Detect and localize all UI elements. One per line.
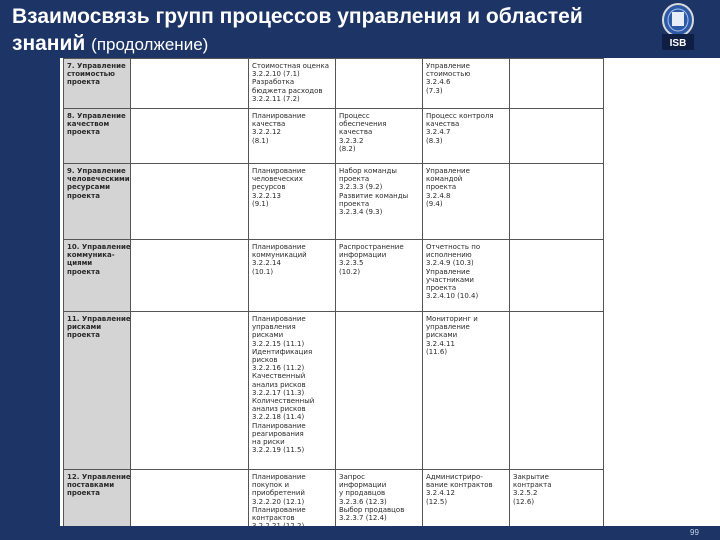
knowledge-area-line: рисками [67, 323, 102, 332]
process-line: (8.2) [339, 144, 356, 153]
process-line: Стоимостная оценка [252, 62, 330, 70]
process-line: (8.1) [252, 136, 269, 145]
knowledge-area-line: 12. Управление [67, 473, 131, 481]
process-line: проекта [426, 183, 457, 192]
process-line: 3.2.2.12 [252, 128, 281, 137]
process-cell [131, 312, 249, 470]
process-line: (9.1) [252, 199, 269, 208]
process-line: 3.2.5.2 [513, 489, 538, 498]
process-line: управления [252, 323, 296, 332]
process-line: контрактов [252, 514, 295, 523]
process-line: Развитие команды [339, 191, 409, 200]
process-line: коммуникаций [252, 251, 307, 260]
process-cell [510, 59, 604, 109]
process-cell [510, 164, 604, 240]
slide-title-main: Взаимосвязь групп процессов управления и областей знаний [12, 5, 583, 55]
process-cell [249, 164, 336, 240]
process-line: 3.2.3.4 (9.3) [339, 208, 383, 217]
process-line: рисками [426, 331, 458, 340]
process-line: 3.2.2.17 (11.3) [252, 388, 305, 397]
process-line: исполнению [426, 251, 472, 260]
process-line: анализ рисков [252, 380, 306, 389]
process-line: качества [252, 120, 286, 129]
process-line: 3.2.3.7 (12.4) [339, 514, 387, 523]
knowledge-area-cell [64, 164, 131, 240]
process-line: 3.2.2.10 (7.1) [252, 70, 300, 79]
process-line: 3.2.2.11 (7.2) [252, 94, 300, 103]
knowledge-area-line: поставками [67, 481, 115, 490]
process-line: 3.2.4.8 [426, 191, 451, 200]
process-cell [336, 164, 423, 240]
process-line: Запрос [339, 473, 365, 481]
process-line: вание контрактов [426, 481, 493, 490]
process-line: 3.2.3.3 (9.2) [339, 183, 383, 192]
knowledge-area-line: проекта [67, 128, 100, 137]
process-line: 3.2.4.12 [426, 489, 455, 498]
knowledge-area-cell [64, 109, 131, 164]
process-line: приобретений [252, 489, 305, 498]
process-line: 3.2.2.18 (11.4) [252, 413, 305, 422]
table-row [64, 59, 604, 109]
knowledge-area-line: проекта [67, 78, 100, 87]
process-line: Разработка [252, 78, 295, 87]
table-row [64, 164, 604, 240]
process-cell [510, 109, 604, 164]
process-line: (8.3) [426, 136, 443, 145]
process-line: (12.6) [513, 497, 535, 506]
process-line: проекта [426, 284, 457, 293]
process-line: командой [426, 175, 463, 184]
slide-header [0, 0, 720, 60]
process-line: Качественный [252, 372, 306, 381]
knowledge-area-line: проекта [67, 331, 100, 340]
process-line: Планирование [252, 243, 306, 251]
blank-side-panel [605, 58, 720, 540]
process-line: Управление [426, 267, 470, 276]
process-cell [131, 164, 249, 240]
knowledge-area-line: ресурсами [67, 183, 110, 192]
process-line: Планирование [252, 167, 306, 175]
process-line: 3.2.4.10 (10.4) [426, 292, 479, 301]
slide-footer [0, 526, 720, 540]
scanned-table-document [60, 58, 605, 526]
knowledge-area-line: проекта [67, 267, 100, 276]
process-line: на риски [252, 438, 285, 447]
process-line: Управление [426, 167, 470, 175]
process-line: информации [339, 481, 387, 490]
process-line: Управление [426, 62, 470, 70]
process-line: Распространение [339, 243, 404, 251]
process-line: Набор команды [339, 167, 397, 175]
process-line: 3.2.4.11 [426, 339, 455, 348]
process-line: 3.2.2.19 (11.5) [252, 446, 305, 455]
process-line: Идентификация [252, 347, 313, 356]
table-row [64, 470, 604, 533]
knowledge-area-line: 9. Управление [67, 167, 126, 175]
process-line: проекта [339, 199, 370, 208]
knowledge-area-cell [64, 470, 131, 533]
process-cell [249, 109, 336, 164]
process-line: анализ рисков [252, 405, 306, 414]
process-cell [423, 470, 510, 533]
process-line: реагирования [252, 429, 304, 438]
knowledge-area-line: 7. Управление [67, 62, 126, 70]
process-line: Планирование [252, 315, 306, 323]
knowledge-area-cell [64, 59, 131, 109]
university-logo-icon [658, 2, 698, 52]
process-line: покупок и [252, 481, 290, 490]
process-cell [336, 312, 423, 470]
process-line: участниками [426, 275, 474, 284]
process-cell [249, 470, 336, 533]
knowledge-area-cell [64, 312, 131, 470]
process-line: 3.2.3.2 [339, 136, 364, 145]
knowledge-area-line: 8. Управление [67, 112, 126, 120]
process-line: у продавцов [339, 489, 386, 498]
process-line: 3.2.2.13 [252, 191, 281, 200]
process-line: 3.2.2.14 [252, 259, 281, 268]
process-line: 3.2.2.16 (11.2) [252, 364, 305, 373]
table-row [64, 240, 604, 312]
process-line: Закрытие [513, 473, 549, 481]
process-cell [423, 240, 510, 312]
knowledge-area-line: качеством [67, 120, 110, 129]
process-line: (12.5) [426, 497, 448, 506]
process-line: (11.6) [426, 347, 448, 356]
process-line: качества [339, 128, 373, 137]
process-line: (7.3) [426, 86, 443, 95]
process-cell [131, 470, 249, 533]
process-cell [423, 312, 510, 470]
process-line: (9.4) [426, 199, 443, 208]
process-line: Планирование [252, 505, 306, 514]
process-cell [249, 240, 336, 312]
process-line: Администриро- [426, 473, 483, 481]
process-line: рисками [252, 331, 284, 340]
process-line: Количественный [252, 397, 315, 406]
process-line: проекта [339, 175, 370, 184]
knowledge-area-line: проекта [67, 191, 100, 200]
process-line: обеспечения [339, 120, 387, 129]
process-line: Процесс контроля [426, 112, 494, 120]
process-line: 3.2.3.6 (12.3) [339, 497, 387, 506]
process-line: (10.2) [339, 267, 361, 276]
process-line: информации [339, 251, 387, 260]
process-line: стоимостью [426, 70, 471, 79]
process-cell [131, 59, 249, 109]
process-cell [423, 109, 510, 164]
process-cell [510, 312, 604, 470]
process-cell [423, 164, 510, 240]
knowledge-area-line: 11. Управление [67, 315, 131, 323]
knowledge-area-line: коммуника- [67, 251, 115, 260]
process-line: 3.2.4.7 [426, 128, 451, 137]
process-cell [249, 59, 336, 109]
process-cell [336, 240, 423, 312]
logo-text: ISB [669, 38, 687, 49]
process-line: человеческих [252, 175, 303, 184]
knowledge-area-line: 10. Управление [67, 243, 131, 251]
process-line: контракта [513, 481, 552, 490]
process-cell [336, 59, 423, 109]
knowledge-area-line: циями [67, 259, 93, 268]
process-line: Процесс [339, 112, 370, 120]
process-line: качества [426, 120, 460, 129]
process-cell [510, 470, 604, 533]
process-line: 3.2.4.9 (10.3) [426, 259, 474, 268]
process-cell [131, 109, 249, 164]
process-line: 3.2.3.5 [339, 259, 364, 268]
process-line: рисков [252, 356, 278, 365]
process-line: 3.2.2.15 (11.1) [252, 339, 305, 348]
process-line: Выбор продавцов [339, 505, 405, 514]
process-cell [423, 59, 510, 109]
process-cell [249, 312, 336, 470]
process-line: бюджета расходов [252, 86, 323, 95]
process-line: Планирование [252, 112, 306, 120]
process-cell [510, 240, 604, 312]
process-line: 3.2.4.6 [426, 78, 451, 87]
table-row [64, 312, 604, 470]
slide-title-suffix: (продолжение) [91, 35, 209, 54]
knowledge-area-cell [64, 240, 131, 312]
process-cell [336, 109, 423, 164]
process-line: Мониторинг и [426, 315, 478, 323]
process-line: управление [426, 323, 470, 332]
process-line: (10.1) [252, 267, 274, 276]
process-line: Планирование [252, 473, 306, 481]
knowledge-area-line: проекта [67, 489, 100, 498]
process-line: ресурсов [252, 183, 286, 192]
page-number: 99 [690, 528, 699, 537]
process-line: Планирование [252, 421, 306, 430]
process-knowledge-table [63, 58, 604, 533]
knowledge-area-line: стоимостью [67, 70, 115, 79]
table-row [64, 109, 604, 164]
process-cell [131, 240, 249, 312]
slide-title [12, 3, 632, 58]
process-cell [336, 470, 423, 533]
knowledge-area-line: человеческими [67, 175, 130, 184]
process-line: 3.2.2.20 (12.1) [252, 497, 305, 506]
process-line: Отчетность по [426, 243, 481, 251]
